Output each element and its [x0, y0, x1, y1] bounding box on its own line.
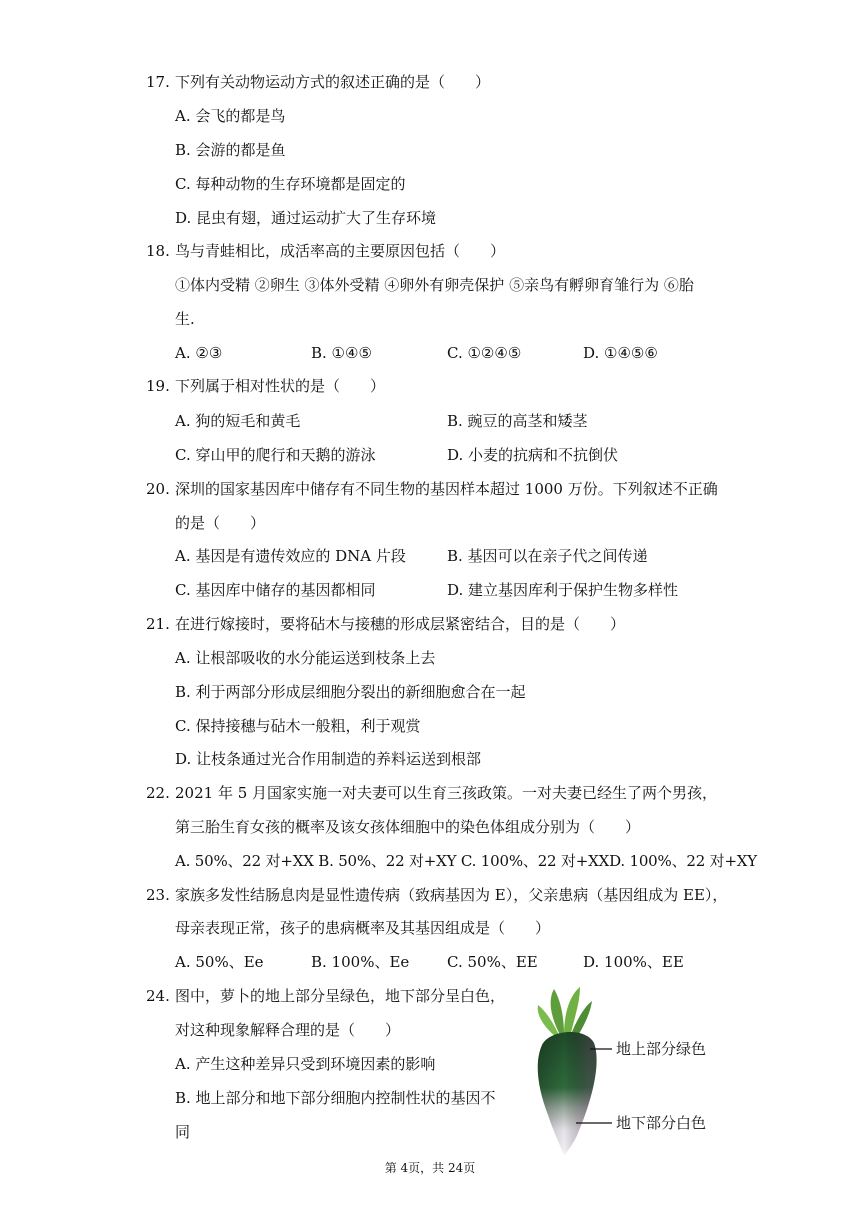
option: C. 50%、EE [447, 953, 538, 971]
option: C. 保持接穗与砧木一般粗，利于观赏 [175, 717, 421, 735]
option: D. 小麦的抗病和不抗倒伏 [447, 446, 619, 464]
question-stem: 2021 年 5 月国家实施一对夫妻可以生育三孩政策。一对夫妻已经生了两个男孩， [175, 784, 718, 802]
question-number: 20. [146, 480, 170, 498]
question-stem: ①体内受精 ②卵生 ③体外受精 ④卵外有卵壳保护 ⑤亲鸟有孵卵育雏行为 ⑥胎 [175, 276, 694, 294]
option: A. ②③ [175, 344, 223, 362]
option: B. 基因可以在亲子代之间传递 [447, 547, 648, 565]
option: D. ①④⑤⑥ [583, 344, 658, 362]
question-number: 21. [146, 615, 170, 633]
option: D. 昆虫有翅，通过运动扩大了生存环境 [175, 209, 437, 227]
option: B. 地上部分和地下部分细胞内控制性状的基因不 [175, 1089, 496, 1107]
question-stem: 下列有关动物运动方式的叙述正确的是（ ） [175, 73, 491, 91]
option: A. 狗的短毛和黄毛 [175, 412, 301, 430]
question-stem: 深圳的国家基因库中储存有不同生物的基因样本超过 1000 万份。下列叙述不正确 [175, 480, 718, 498]
option: D. 让枝条通过光合作用制造的养料运送到根部 [175, 750, 482, 768]
option: D. 建立基因库利于保护生物多样性 [447, 581, 679, 599]
option: A. 50%、Ee [175, 953, 264, 971]
question-stem: 第三胎生育女孩的概率及该女孩体细胞中的染色体组成分别为（ ） [175, 818, 641, 836]
question-number: 18. [146, 242, 170, 260]
page-footer: 第 4页，共 24页 [384, 1161, 476, 1175]
option: B. 豌豆的高茎和矮茎 [447, 412, 588, 430]
option: A. 产生这种差异只受到环境因素的影响 [175, 1055, 436, 1073]
question-stem: 在进行嫁接时，要将砧木与接穗的形成层紧密结合，目的是（ ） [175, 615, 626, 633]
option: C. ①②④⑤ [447, 344, 522, 362]
option: B. 100%、Ee [311, 953, 410, 971]
option: B. ①④⑤ [311, 344, 372, 362]
option: B. 会游的都是鱼 [175, 141, 286, 159]
question-stem: 对这种现象解释合理的是（ ） [175, 1021, 401, 1039]
option: A. 让根部吸收的水分能运送到枝条上去 [175, 649, 436, 667]
option: C. 基因库中储存的基因都相同 [175, 581, 376, 599]
option: A. 基因是有遗传效应的 DNA 片段 [175, 547, 406, 565]
question-number: 23. [146, 886, 170, 904]
question-number: 19. [146, 377, 170, 395]
option: C. 穿山甲的爬行和天鹅的游泳 [175, 446, 376, 464]
option: B. 利于两部分形成层细胞分裂出的新细胞愈合在一起 [175, 683, 526, 701]
question-stem: 图中，萝卜的地上部分呈绿色，地下部分呈白色， [175, 987, 506, 1005]
option: A. 50%、22 对+XX B. 50%、22 对+XY C. 100%、22 对+XXD. 100%、22 对+XY [175, 852, 757, 870]
option: A. 会飞的都是鸟 [175, 107, 286, 125]
question-number: 17. [146, 73, 170, 91]
question-number: 24. [146, 987, 170, 1005]
question-stem: 家族多发性结肠息肉是显性遗传病（致病基因为 E），父亲患病（基因组成为 EE）， [175, 886, 728, 904]
radish-leaves [538, 987, 592, 1039]
question-number: 22. [146, 784, 170, 802]
question-stem: 的是（ ） [175, 514, 266, 532]
option: C. 每种动物的生存环境都是固定的 [175, 175, 406, 193]
option: 同 [175, 1123, 191, 1141]
question-stem: 下列属于相对性状的是（ ） [175, 377, 386, 395]
question-stem: 鸟与青蛙相比，成活率高的主要原因包括（ ） [175, 242, 506, 260]
question-stem: 母亲表现正常，孩子的患病概率及其基因组成是（ ） [175, 919, 551, 937]
label-bottom: 地下部分白色 [616, 1114, 707, 1132]
option: D. 100%、EE [583, 953, 684, 971]
question-stem: 生. [175, 310, 195, 328]
radish-figure [520, 985, 730, 1155]
label-top: 地上部分绿色 [616, 1040, 707, 1058]
